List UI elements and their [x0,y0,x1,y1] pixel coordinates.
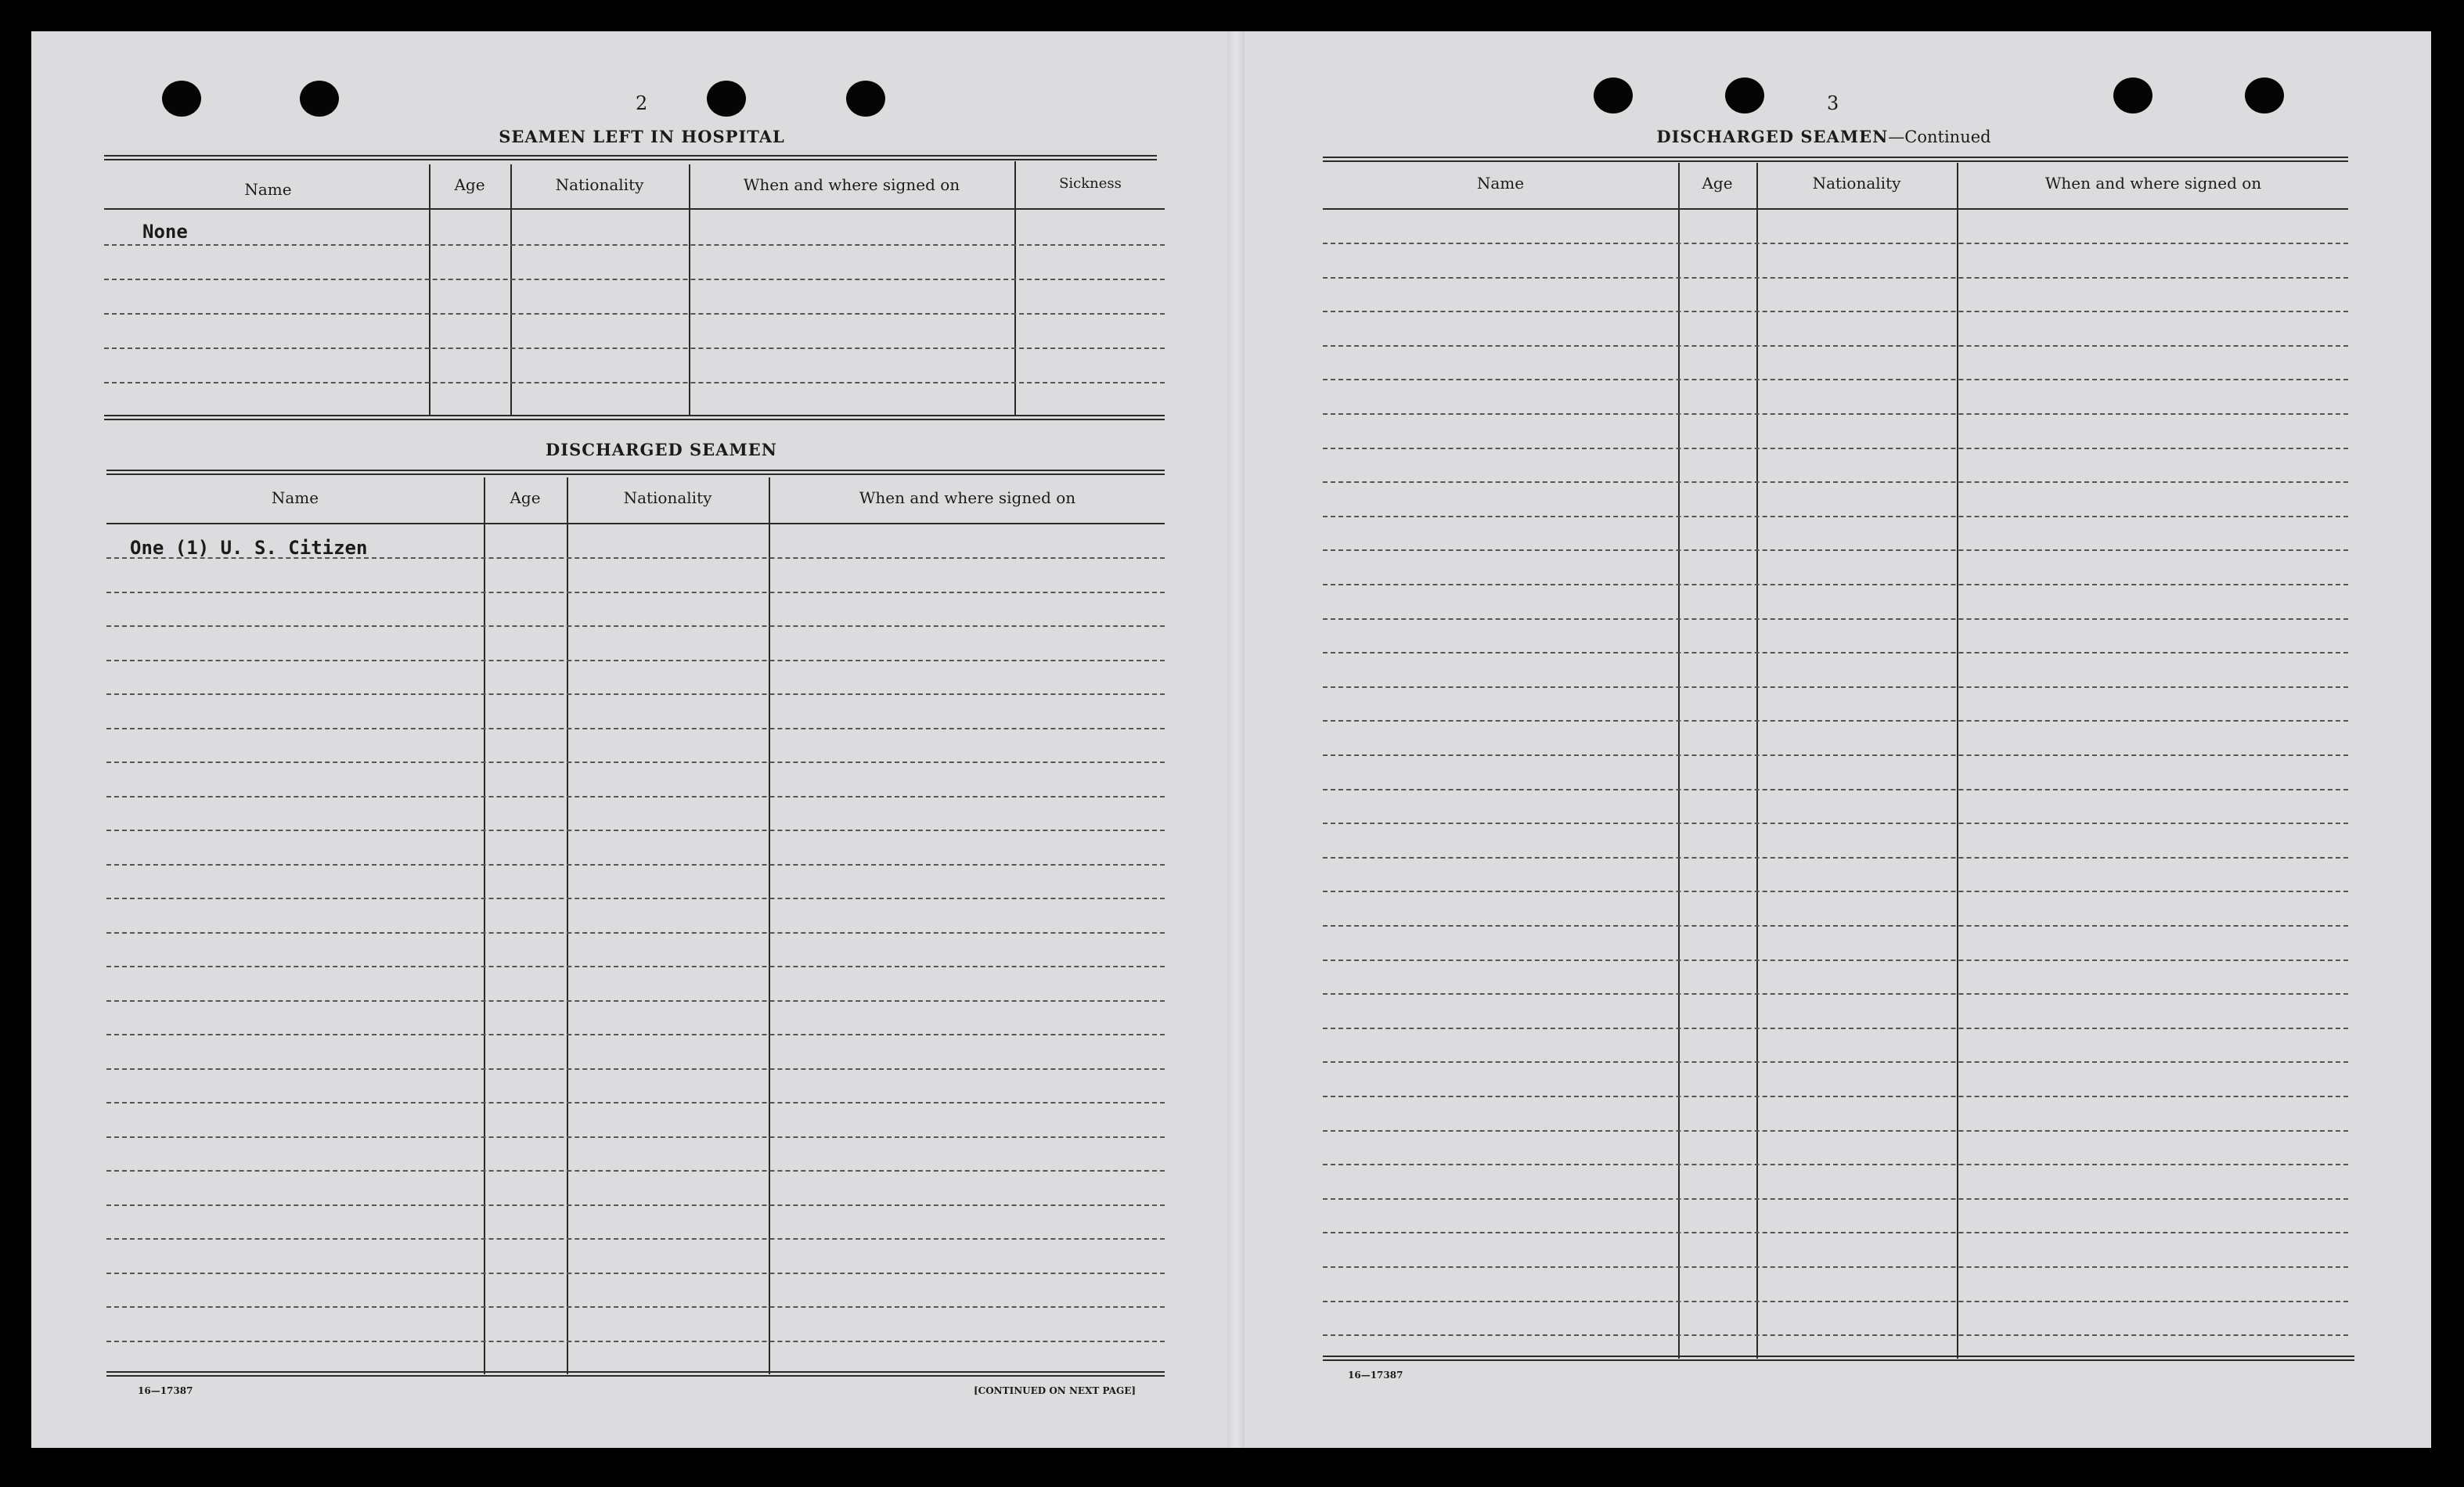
column-header-nationality: Nationality [1812,174,1901,193]
punch-hole [846,81,885,117]
row-line [106,898,1165,899]
row-line [1323,1232,2348,1233]
discharged-table-top-rule [106,470,1165,475]
title-main: DISCHARGED SEAMEN [1656,127,1889,146]
hospital-header-rule [104,208,1165,210]
row-line [1323,549,2348,551]
punch-hole [300,81,339,117]
row-line [106,1306,1165,1308]
page-number-left: 2 [636,92,648,114]
page-fold [1227,31,1245,1448]
column-header-signed-on: When and where signed on [743,175,960,194]
row-line [1323,686,2348,688]
hospital-table-bottom-rule [104,415,1165,420]
row-line [106,966,1165,967]
row-line [1323,379,2348,380]
punch-hole [2113,77,2152,113]
row-line [104,244,1165,246]
row-line [1323,1334,2348,1336]
row-line [106,1341,1165,1342]
row-line [106,625,1165,627]
row-line [104,382,1165,383]
row-line [106,1000,1165,1002]
punch-hole [1594,77,1633,113]
row-line [1323,345,2348,347]
punch-hole [2245,77,2284,113]
column-divider [429,164,430,416]
title-continued: —Continued [1888,128,1991,146]
row-line [1323,720,2348,722]
discharged-entry: One (1) U. S. Citizen [130,537,368,559]
row-line [1323,960,2348,961]
right-table-bottom-rule [1323,1356,2354,1361]
row-line [1323,652,2348,653]
column-header-age: Age [1702,174,1733,193]
row-line [106,728,1165,729]
punch-hole [1725,77,1764,113]
row-line [1323,1266,2348,1268]
row-line [1323,277,2348,279]
row-line [1323,925,2348,927]
page-number-right: 3 [1827,92,1839,114]
row-line [1323,993,2348,995]
row-line [106,557,1165,559]
form-number-left: 16—17387 [138,1385,193,1396]
row-line [106,1068,1165,1070]
column-divider [1957,163,1958,1359]
row-line [106,864,1165,866]
column-header-age: Age [454,175,485,194]
form-number-right: 16—17387 [1348,1370,1403,1381]
row-line [1323,618,2348,620]
discharged-header-rule [106,523,1165,524]
column-header-signed-on: When and where signed on [859,488,1076,507]
column-divider [689,164,690,416]
row-line [106,830,1165,831]
right-table-top-rule [1323,157,2348,162]
row-line [106,660,1165,661]
column-divider [769,477,770,1374]
discharged-table-bottom-rule [106,1371,1165,1377]
column-divider [1678,163,1680,1359]
row-line [106,1136,1165,1138]
punch-hole [707,81,746,117]
row-line [104,313,1165,315]
row-line [1323,1061,2348,1063]
column-header-name: Name [271,488,319,507]
row-line [106,592,1165,593]
row-line [1323,857,2348,859]
row-line [104,279,1165,280]
hospital-table-top-rule [104,155,1157,160]
discharged-section-title: DISCHARGED SEAMEN [546,440,777,459]
row-line [1323,311,2348,312]
row-line [1323,1164,2348,1165]
column-divider [510,164,512,416]
row-line [106,796,1165,798]
column-header-sickness: Sickness [1059,175,1122,192]
row-line [106,1102,1165,1104]
column-header-name: Name [1476,174,1525,193]
row-line [1323,1130,2348,1132]
row-line [1323,243,2348,244]
column-divider [484,477,485,1374]
row-line [1323,448,2348,449]
row-line [106,1204,1165,1206]
row-line [1323,789,2348,790]
row-line [1323,1028,2348,1029]
discharged-continued-title [1589,127,2059,146]
column-header-name: Name [244,180,292,199]
row-line [104,347,1165,349]
hospital-section-title: SEAMEN LEFT IN HOSPITAL [499,127,785,146]
row-line [106,1034,1165,1035]
continued-note: [CONTINUED ON NEXT PAGE] [974,1385,1137,1396]
row-line [106,932,1165,934]
column-divider [567,477,568,1374]
hospital-entry: None [142,221,188,243]
row-line [1323,584,2348,585]
row-line [106,693,1165,695]
punch-hole [162,81,201,117]
row-line [106,1170,1165,1172]
column-header-nationality: Nationality [623,488,712,507]
row-line [1323,1096,2348,1097]
row-line [1323,891,2348,892]
row-line [1323,1198,2348,1200]
column-divider [1756,163,1758,1359]
row-line [106,762,1165,763]
column-header-age: Age [510,488,541,507]
row-line [1323,481,2348,483]
row-line [106,1273,1165,1274]
right-header-rule [1323,208,2348,210]
column-header-signed-on: When and where signed on [2044,174,2262,193]
row-line [1323,413,2348,415]
row-line [106,1238,1165,1240]
column-header-nationality: Nationality [555,175,644,194]
row-line [1323,823,2348,824]
row-line [1323,516,2348,517]
row-line [1323,754,2348,756]
row-line [1323,1301,2348,1302]
column-divider [1014,161,1016,416]
